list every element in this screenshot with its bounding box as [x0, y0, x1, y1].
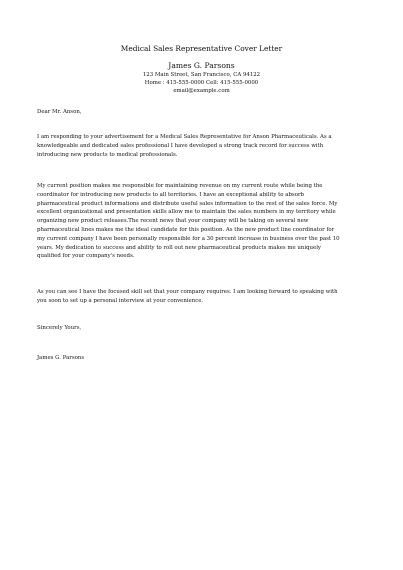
- paragraph-experience: [37, 182, 385, 261]
- paragraph-line: pharmaceutical lines makes me the ideal candidate for this position. As the new product line coordinator for: [37, 226, 335, 233]
- paragraph-line: coordinator for introducing new products to all territories. I have an exceptional ability to absorb: [37, 191, 304, 198]
- paragraph-line: you soon to set up a personal interview at your convenience.: [37, 297, 204, 304]
- paragraph-line: pharmaceutical product informations and distribute useful sales information to the rest of the sales force. My: [37, 200, 338, 207]
- sender-name: James G. Parsons: [168, 61, 235, 70]
- paragraph-closing: [37, 288, 385, 306]
- paragraph-line: qualified for your company's needs.: [37, 253, 135, 260]
- paragraph-intro: [37, 133, 385, 159]
- paragraph-line: My current position makes me responsible for maintaining revenue on my current route while being the: [37, 183, 323, 189]
- paragraph-line: I am responding to your advertisement for a Medical Sales Representative for Anson Pharmaceuticals. As a: [37, 134, 332, 140]
- closing-phrase: Sincerely Yours,: [37, 325, 82, 331]
- sender-address: 123 Main Street, San Francisco, CA 94122: [142, 72, 261, 78]
- paragraph-line: years. My dedication to success and ability to roll out new pharmaceutical products makes me uniquely: [37, 244, 321, 251]
- sender-block: [0, 61, 403, 96]
- document-title: Medical Sales Representative Cover Letter: [120, 44, 283, 53]
- sender-phones: Home : 415-555-0000 Cell: 415-555-0000: [144, 80, 259, 87]
- paragraph-line: As you can see I have the focused skill set that your company requires. I am looking forward to speaking with: [37, 289, 338, 295]
- paragraph-line: introducing new products to medical professionals.: [37, 151, 178, 158]
- sender-email: email@example.com: [173, 88, 230, 95]
- paragraph-line: my current company I have been personally responsible for a 30 percent increase in business over the past 10: [37, 235, 340, 242]
- paragraph-line: excellent organizational and presentation skills allow me to maintain the sales numbers in my territory while: [37, 209, 336, 216]
- signature-name: James G. Parsons: [37, 355, 85, 361]
- salutation: Dear Mr. Anson,: [37, 109, 82, 115]
- paragraph-line: organizing new product releases.The recent news that your company will be taking on several new: [37, 218, 309, 225]
- paragraph-line: knowledgeable and dedicated sales professional I have developed a strong track record for success with: [37, 142, 324, 149]
